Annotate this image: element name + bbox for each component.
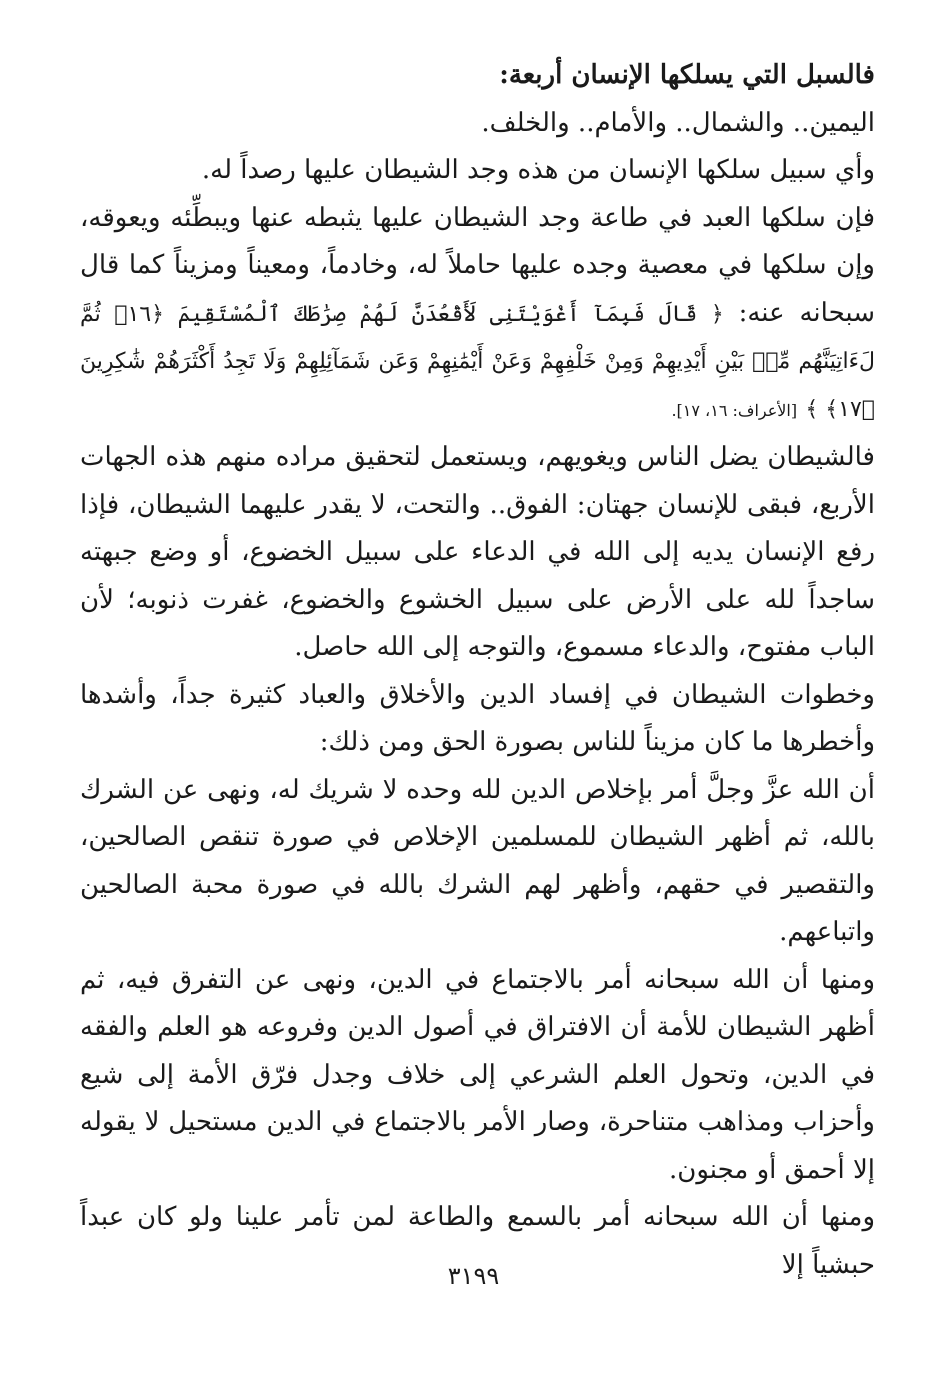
paragraph-sincerity: أن الله عزَّ وجلَّ أمر بإخلاص الدين لله وحده لا شريك له، ونهى عن الشرك بالله، ثم أظهر الشيطان للمسلمين الإخلاص في صورة تنقص الصالحين، والتقصير في حقهم، وأظهر لهم الشرك بالله في صورة محبة الصالحين واتباعهم.: [80, 774, 875, 947]
paragraph-unity: ومنها أن الله سبحانه أمر بالاجتماع في الدين، ونهى عن التفرق فيه، ثم أظهر الشيطان للأمة أن الافتراق في أصول الدين وفروعه هو العلم والفقه في الدين، وتحول العلم الشرعي إلى خلاف وجدل فرّق الأمة إلى شيع وأحزاب ومذاهب متناحرة، وصار الأمر بالاجتماع في الدين مستحيل لا يقوله إلا أحمق أو مجنون.: [80, 964, 875, 1185]
page-number: ٣١٩٩: [447, 1262, 500, 1290]
paragraph-obedience-rulers: ومنها أن الله سبحانه أمر بالسمع والطاعة لمن تأمر علينا ولو كان عبداً حبشياً إلا: [80, 1202, 875, 1280]
quran-verse: ﴿ قَالَ فَبِمَآ أَغْوَيْتَنِى لَأَقْعُدَنَّ لَهُمْ صِرَٰطَكَ ٱلْمُسْتَقِيمَ ﴿١٦﴾ ثُمَّ لَءَاتِيَنَّهُم مِّنۢ بَيْنِ أَيْدِيهِمْ وَمِنْ خَلْفِهِمْ وَعَنْ أَيْمَٰنِهِمْ وَعَن شَمَآئِلِهِمْ وَلَا تَجِدُ أَكْثَرَهُمْ شَٰكِرِينَ ﴿١٧﴾ ﴾: [80, 301, 875, 422]
page-body: [80, 52, 875, 1289]
paragraph-any-path: وأي سبيل سلكها الإنسان من هذه وجد الشيطان عليها رصداً له.: [201, 155, 875, 185]
paragraph-satan-steps: وخطوات الشيطان في إفساد الدين والأخلاق والعباد كثيرة جداً، وأشدها وأخطرها ما كان مزيناً للناس بصورة الحق ومن ذلك:: [80, 679, 875, 757]
section-heading: فالسبل التي يسلكها الإنسان أربعة:: [499, 60, 875, 90]
verse-reference: [الأعراف: ١٦، ١٧].: [671, 400, 798, 420]
paragraph-lead-text: فإن سلكها العبد في طاعة وجد الشيطان عليها يثبطه عنها ويبطِّئه ويعوقه، وإن سلكها في معصية وجده عليها حاملاً له، وخادماً، ومعيناً ومزيناً كما قال سبحانه عنه:: [80, 202, 875, 328]
paragraph-obedience-disobedience: [80, 195, 875, 435]
paragraph-four-directions: فالشيطان يضل الناس ويغويهم، ويستعمل لتحقيق مراده منهم هذه الجهات الأربع، فبقى للإنسان جهتان: الفوق.. والتحت، لا يقدر عليهما الشيطان، فإذا رفع الإنسان يديه إلى الله في الدعاء على سبيل الخضوع، أو وضع جبهته ساجداً لله على الأرض على سبيل الخشوع والخضوع، غفرت ذنوبه؛ لأن الباب مفتوح، والدعاء مسموع، والتوجه إلى الله حاصل.: [80, 442, 875, 662]
paragraph-directions: اليمين.. والشمال.. والأمام.. والخلف.: [481, 107, 875, 138]
